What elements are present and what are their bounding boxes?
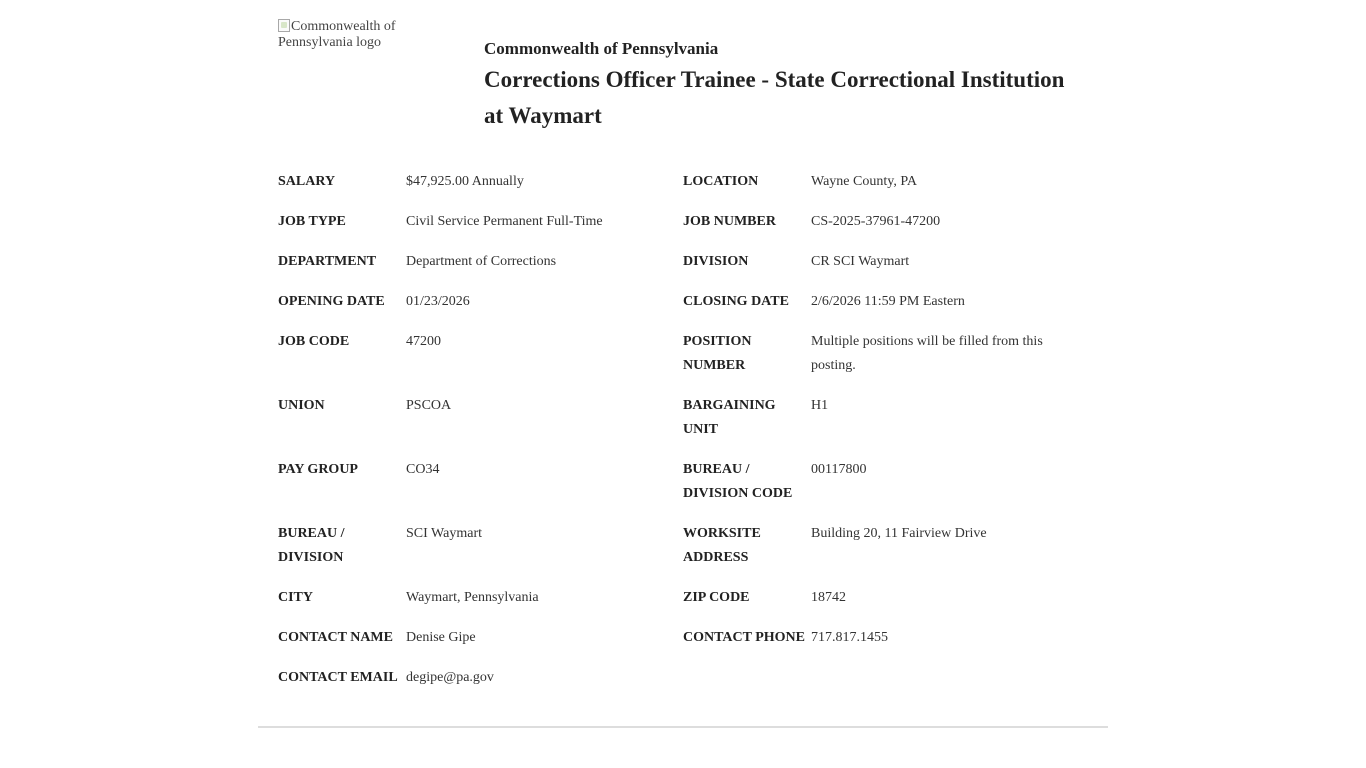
logo-alt-text: Commonwealth of Pennsylvania logo [278, 19, 396, 50]
detail-label-bureau-division: BUREAU / DIVISION [278, 526, 345, 565]
pennsylvania-logo [278, 19, 468, 51]
detail-label-zip-code: ZIP CODE [683, 590, 750, 605]
detail-value-salary: $47,925.00 Annually [406, 174, 524, 189]
detail-label-worksite-address: WORKSITE ADDRESS [683, 526, 761, 565]
detail-label-job-type: JOB TYPE [278, 214, 346, 229]
detail-value-bureau-division: SCI Waymart [406, 526, 482, 541]
detail-value-pay-group: CO34 [406, 462, 440, 477]
detail-label-pay-group: PAY GROUP [278, 462, 358, 477]
detail-value-contact-name: Denise Gipe [406, 630, 476, 645]
detail-label-job-number: JOB NUMBER [683, 214, 776, 229]
detail-value-union: PSCOA [406, 398, 452, 413]
job-title: Corrections Officer Trainee - State Correctional Institution at Waymart [484, 67, 1065, 128]
detail-label-division: DIVISION [683, 254, 749, 269]
detail-value-bargaining-unit: H1 [811, 398, 829, 413]
detail-value-worksite-address: Building 20, 11 Fairview Drive [811, 526, 987, 541]
section-divider [258, 726, 1108, 728]
detail-label-position-number: POSITION NUMBER [683, 334, 752, 373]
detail-label-contact-email: CONTACT EMAIL [278, 670, 398, 685]
detail-value-location: Wayne County, PA [811, 174, 917, 189]
detail-label-city: CITY [278, 590, 314, 605]
org-name: Commonwealth of Pennsylvania [484, 39, 719, 58]
detail-label-location: LOCATION [683, 174, 759, 189]
detail-value-zip-code: 18742 [811, 590, 846, 605]
detail-label-contact-name: CONTACT NAME [278, 630, 393, 645]
posting-header [484, 38, 1084, 134]
detail-value-closing-date: 2/6/2026 11:59 PM Eastern [811, 294, 965, 309]
detail-value-bureau-division-code: 00117800 [811, 462, 867, 477]
detail-value-job-type: Civil Service Permanent Full-Time [406, 214, 603, 229]
detail-value-department: Department of Corrections [406, 254, 557, 269]
detail-label-bureau-division-code: BUREAU / DIVISION CODE [683, 462, 793, 501]
detail-label-closing-date: CLOSING DATE [683, 294, 789, 309]
detail-value-job-code: 47200 [406, 334, 441, 349]
detail-label-job-code: JOB CODE [278, 334, 350, 349]
detail-label-department: DEPARTMENT [278, 254, 377, 269]
detail-value-contact-email: degipe@pa.gov [406, 670, 494, 685]
detail-label-union: UNION [278, 398, 325, 413]
job-details-grid [278, 170, 1088, 690]
detail-value-division: CR SCI Waymart [811, 254, 910, 269]
detail-value-city: Waymart, Pennsylvania [406, 590, 539, 605]
detail-value-contact-phone: 717.817.1455 [811, 630, 888, 645]
broken-image-icon [278, 19, 290, 32]
detail-value-opening-date: 01/23/2026 [406, 294, 470, 309]
detail-label-bargaining-unit: BARGAINING UNIT [683, 398, 776, 437]
detail-label-contact-phone: CONTACT PHONE [683, 630, 805, 645]
detail-value-position-number: Multiple positions will be filled from this posting. [811, 334, 1043, 373]
detail-label-salary: SALARY [278, 174, 336, 189]
detail-value-job-number: CS-2025-37961-47200 [811, 214, 941, 229]
detail-label-opening-date: OPENING DATE [278, 294, 385, 309]
